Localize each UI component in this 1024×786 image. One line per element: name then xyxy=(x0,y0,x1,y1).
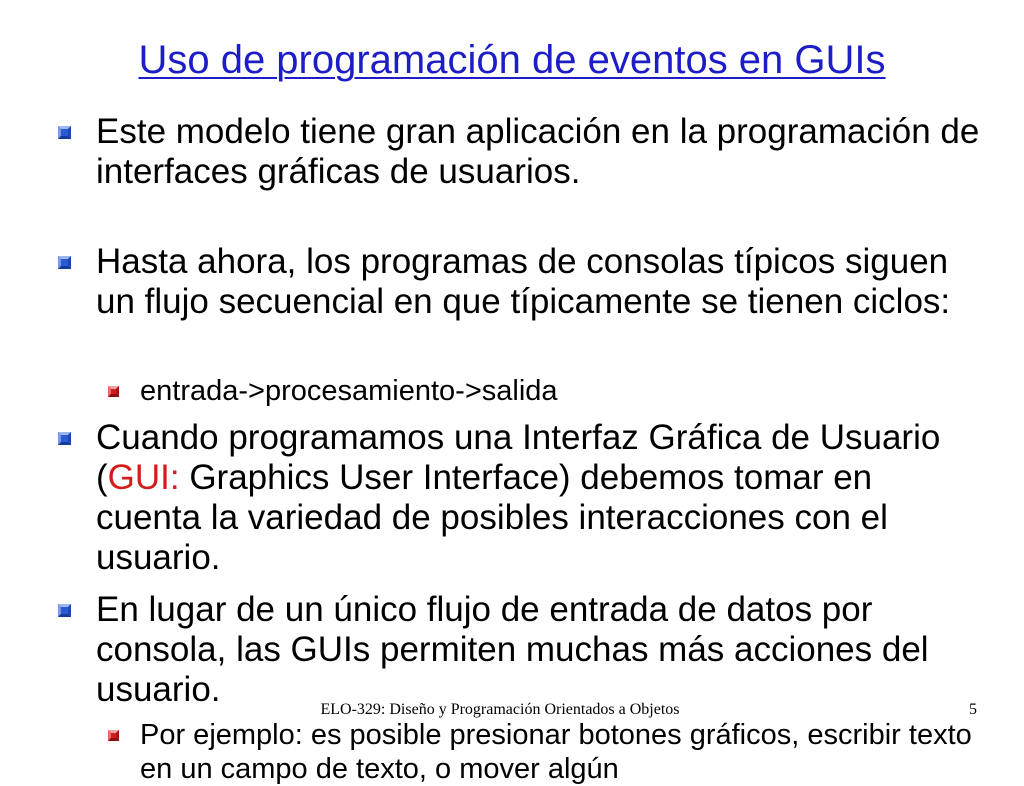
slide-title: Uso de programación de eventos en GUIs xyxy=(138,38,886,82)
bullet-text: Hasta ahora, los programas de consolas típicos siguen un flujo secuencial en que típicamente se tienen ciclos: xyxy=(96,242,951,321)
sub-bullet-item xyxy=(140,718,986,786)
bullet-item xyxy=(96,112,986,192)
sub-bullet-text: entrada->procesamiento->salida xyxy=(140,375,558,407)
red-square-bullet-icon xyxy=(108,386,119,397)
blue-square-bullet-icon xyxy=(58,126,71,139)
sub-bullet-text: Por ejemplo: es posible presionar botones gráficos, escribir texto en un campo de texto, o mover algún xyxy=(140,719,972,785)
gui-highlight: GUI: xyxy=(107,458,180,497)
blue-square-bullet-icon xyxy=(58,604,71,617)
bullet-text: Graphics User Interface) debemos tomar en cuenta la variedad de posibles interacciones con el usuario. xyxy=(96,458,888,577)
sub-bullet-item xyxy=(140,374,986,408)
bullet-item xyxy=(96,590,986,710)
slide-footer: ELO-329: Diseño y Programación Orientados a Objetos xyxy=(320,701,680,718)
red-square-bullet-icon xyxy=(108,730,119,741)
bullet-item xyxy=(96,242,986,322)
page-number: 5 xyxy=(969,701,977,718)
blue-square-bullet-icon xyxy=(58,432,71,445)
bullet-text: Este modelo tiene gran aplicación en la programación de interfaces gráficas de usuarios. xyxy=(96,112,980,191)
bullet-text: En lugar de un único flujo de entrada de datos por consola, las GUIs permiten muchas más acciones del usuario. xyxy=(96,590,929,709)
bullet-item xyxy=(96,418,986,578)
bullet-text: Cuando programamos una Interfaz Gráfica de Usuario ( xyxy=(96,418,941,497)
blue-square-bullet-icon xyxy=(58,256,71,269)
